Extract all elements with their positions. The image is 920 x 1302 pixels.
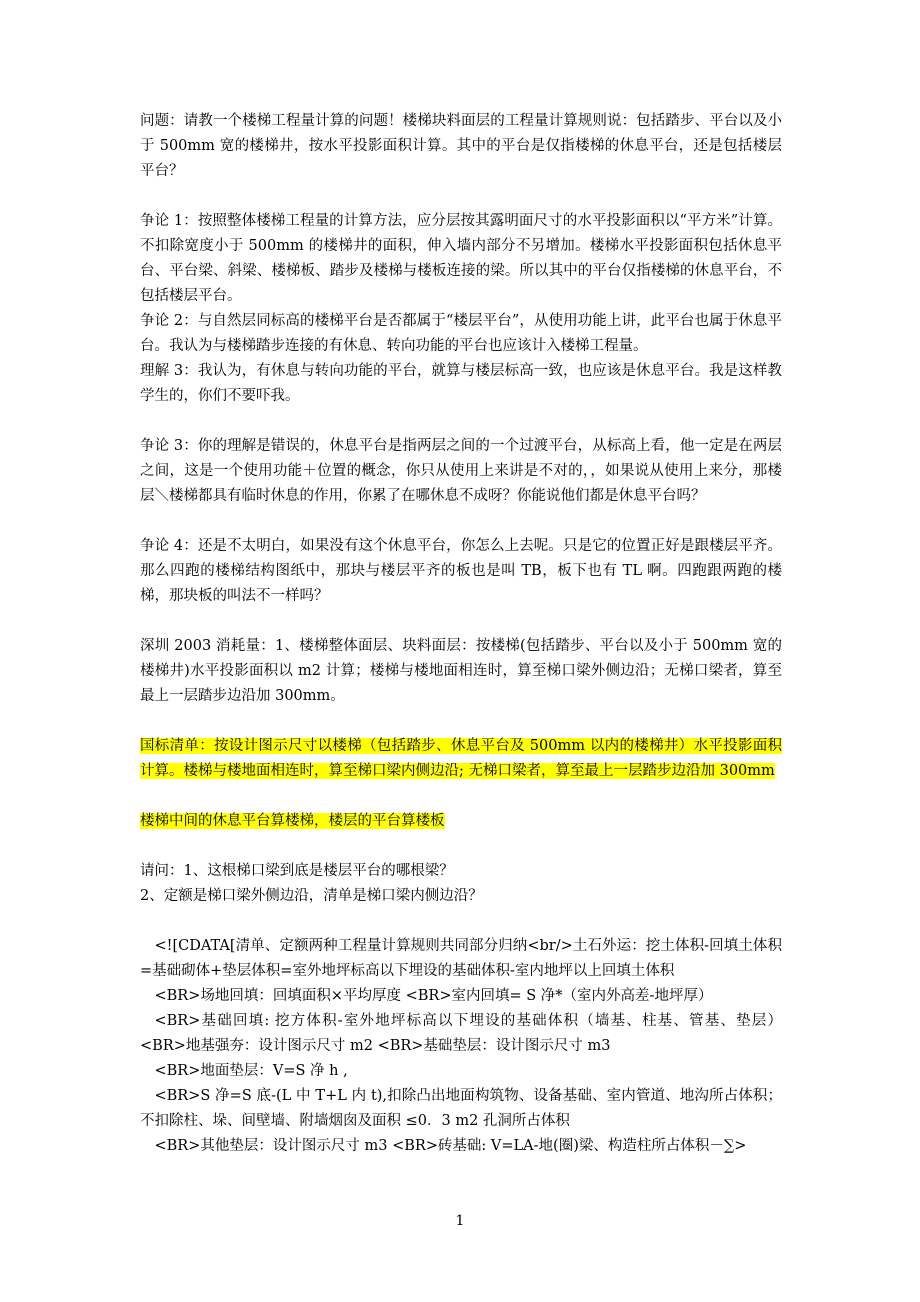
argument-2-paragraph: 争论 2：与自然层同标高的楼梯平台是否都属于“楼层平台”，从使用功能上讲，此平台也属于休息平台。我认为与楼梯踏步连接的有休息、转向功能的平台也应该计入楼梯工程量。 [140,313,782,354]
cdata-paragraph-6: <BR>其他垫层：设计图示尺寸 m3 <BR>砖基础: V=LA-地(圈)梁、构造柱所占体积－∑> [154,1138,747,1154]
cdata-paragraph-1: <![CDATA[清单、定额两种工程量计算规则共同部分归纳<br/>土石外运：挖土体积-回填土体积=基础砌体+垫层体积=室外地坪标高以下埋设的基础体积-室内地坪以上回填土体积 [140,938,782,979]
argument-4-paragraph: 争论 4：还是不太明白，如果没有这个休息平台，你怎么上去呢。只是它的位置正好是跟楼层平齐。那么四跑的楼梯结构图纸中，那块与楼层平齐的板也是叫 TB，板下也有 TL 啊。四跑跟两跑的楼梯，那块板的叫法不一样吗？ [140,538,782,604]
cdata-paragraph-5: <BR>S 净=S 底-(L 中 T+L 内 t),扣除凸出地面构筑物、设备基础、室内管道、地沟所占体积；不扣除柱、垛、间壁墙、附墙烟囱及面积 ≤0．3 m2 孔洞所占体积 [140,1088,782,1129]
middle-platform-paragraph [140,809,782,834]
page-number: 1 [455,1213,465,1229]
middle-platform-highlight: 楼梯中间的休息平台算楼梯，楼层的平台算楼板 [140,813,445,829]
cdata-paragraph-2: <BR>场地回填：回填面积×平均厚度 <BR>室内回填= S 净*（室内外高差-地坪厚） [154,988,713,1004]
national-rule-paragraph [140,734,782,784]
national-rule-highlight: 国标清单：按设计图示尺寸以楼梯（包括踏步、休息平台及 500mm 以内的楼梯井）水平投影面积计算。楼梯与楼地面相连时，算至梯口梁内侧边沿; 无梯口梁者，算至最上一层踏步边沿加 300mm [140,738,782,779]
question-paragraph: 问题：请教一个楼梯工程量计算的问题！楼梯块料面层的工程量计算规则说：包括踏步、平台以及小于 500mm 宽的楼梯井，按水平投影面积计算。其中的平台是仅指楼梯的休息平台，还是包括楼层平台？ [140,113,782,179]
cdata-paragraph-4: <BR>地面垫层：V=S 净 h , [154,1063,348,1079]
cdata-paragraph-3: <BR>基础回填: 挖方体积-室外地坪标高以下埋设的基础体积（墙基、柱基、管基、垫层）<BR>地基强夯：设计图示尺寸 m2 <BR>基础垫层：设计图示尺寸 m3 [140,1013,782,1054]
ask-2-line: 2、定额是梯口梁外侧边沿，清单是梯口梁内侧边沿？ [140,888,483,904]
argument-3-paragraph: 争论 3：你的理解是错误的，休息平台是指两层之间的一个过渡平台，从标高上看，他一定是在两层之间，这是一个使用功能＋位置的概念，你只从使用上来讲是不对的，，如果说从使用上来分，那楼层＼楼梯都具有临时休息的作用，你累了在哪休息不成呀？你能说他们都是休息平台吗？ [140,438,782,504]
shenzhen-rule-paragraph: 深圳 2003 消耗量：1、楼梯整体面层、块料面层：按楼梯(包括踏步、平台以及小于 500mm 宽的楼梯井)水平投影面积以 m2 计算；楼梯与楼地面相连时，算至梯口梁外侧边沿；无梯口梁者，算至最上一层踏步边沿加 300mm。 [140,638,782,704]
document-body [140,109,782,1159]
ask-1-line: 请问：1、这根梯口梁到底是楼层平台的哪根梁？ [140,863,454,879]
argument-1-paragraph: 争论 1：按照整体楼梯工程量的计算方法，应分层按其露明面尺寸的水平投影面积以“平方米”计算。不扣除宽度小于 500mm 的楼梯井的面积，伸入墙内部分不另增加。楼梯水平投影面积包括休息平台、平台梁、斜梁、楼梯板、踏步及楼梯与楼板连接的梁。所以其中的平台仅指楼梯的休息平台，不包括楼层平台。 [140,213,782,304]
understanding-3-paragraph: 理解 3：我认为，有休息与转向功能的平台，就算与楼层标高一致，也应该是休息平台。我是这样教学生的，你们不要吓我。 [140,363,782,404]
